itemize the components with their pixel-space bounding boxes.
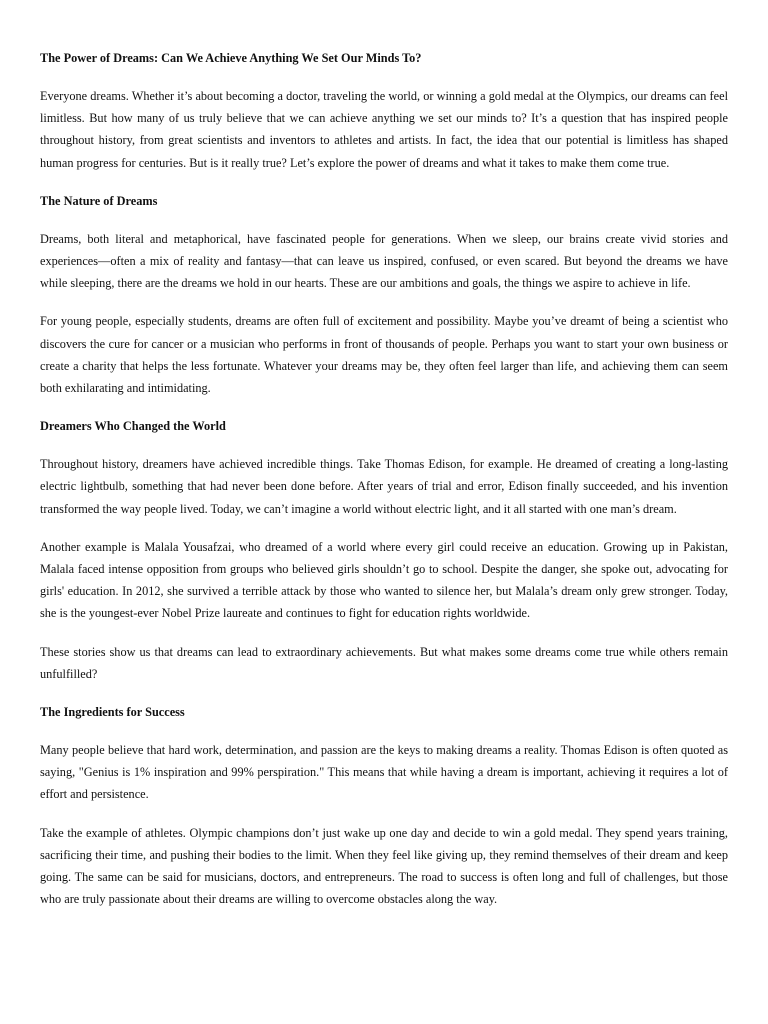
document-title: The Power of Dreams: Can We Achieve Anything We Set Our Minds To?: [40, 51, 422, 65]
paragraph: These stories show us that dreams can lead to extraordinary achievements. But what makes some dreams come true while others remain unfulfilled?: [40, 644, 728, 681]
document-page: [40, 47, 728, 926]
paragraph: Throughout history, dreamers have achieved incredible things. Take Thomas Edison, for example. He dreamed of creating a long-lasting electric lightbulb, something that had never been done before. After years of trial and error, Edison finally succeeded, and his invention transformed the way people lived. Today, we can’t imagine a world without electric light, and it all started with one man’s dream.: [40, 457, 728, 516]
paragraph: Another example is Malala Yousafzai, who dreamed of a world where every girl could receive an education. Growing up in Pakistan, Malala faced intense opposition from groups who believed girls shouldn’t go to school. Despite the danger, she spoke out, advocating for girls' education. In 2012, she survived a terrible attack by those who wanted to silence her, but Malala’s dream only grew stronger. Today, she is the youngest-ever Nobel Prize laureate and continues to fight for education rights worldwide.: [40, 539, 728, 621]
section-heading-nature-of-dreams: The Nature of Dreams: [40, 193, 158, 208]
paragraph: Many people believe that hard work, determination, and passion are the keys to making dreams a reality. Thomas Edison is often quoted as saying, "Genius is 1% inspiration and 99% perspiration." This means that while having a dream is important, achieving it requires a lot of effort and persistence.: [40, 743, 728, 802]
intro-paragraph: Everyone dreams. Whether it’s about becoming a doctor, traveling the world, or winning a gold medal at the Olympics, our dreams can feel limitless. But how many of us truly believe that we can achieve anything we set our minds to? It’s a question that has inspired people throughout history, from great scientists and inventors to athletes and artists. In fact, the idea that our potential is limitless has shaped human progress for centuries. But is it really true? Let’s explore the power of dreams and what it takes to make them come true.: [40, 89, 728, 170]
section-heading-ingredients: The Ingredients for Success: [40, 705, 185, 720]
paragraph: Dreams, both literal and metaphorical, have fascinated people for generations. When we sleep, our brains create vivid stories and experiences—often a mix of reality and fantasy—that can leave us inspired, confused, or even scared. But beyond the dreams we have while sleeping, there are the dreams we hold in our hearts. These are our ambitions and goals, the things we aspire to achieve in life.: [40, 231, 728, 291]
section-heading-dreamers: Dreamers Who Changed the World: [40, 419, 226, 434]
paragraph: Take the example of athletes. Olympic champions don’t just wake up one day and decide to win a gold medal. They spend years training, sacrificing their time, and pushing their bodies to the limit. When they feel like giving up, they remind themselves of their dream and keep going. The same can be said for musicians, doctors, and entrepreneurs. The road to success is often long and full of challenges, but those who are truly passionate about their dreams are willing to overcome obstacles along the way.: [40, 825, 728, 907]
paragraph: For young people, especially students, dreams are often full of excitement and possibility. Maybe you’ve dreamt of being a scientist who discovers the cure for cancer or a musician who performs in front of thousands of people. Perhaps you want to start your own business or create a charity that helps the less fortunate. Whatever your dreams may be, they often feel larger than life, and achieving them can seem both exhilarating and intimidating.: [40, 314, 728, 396]
